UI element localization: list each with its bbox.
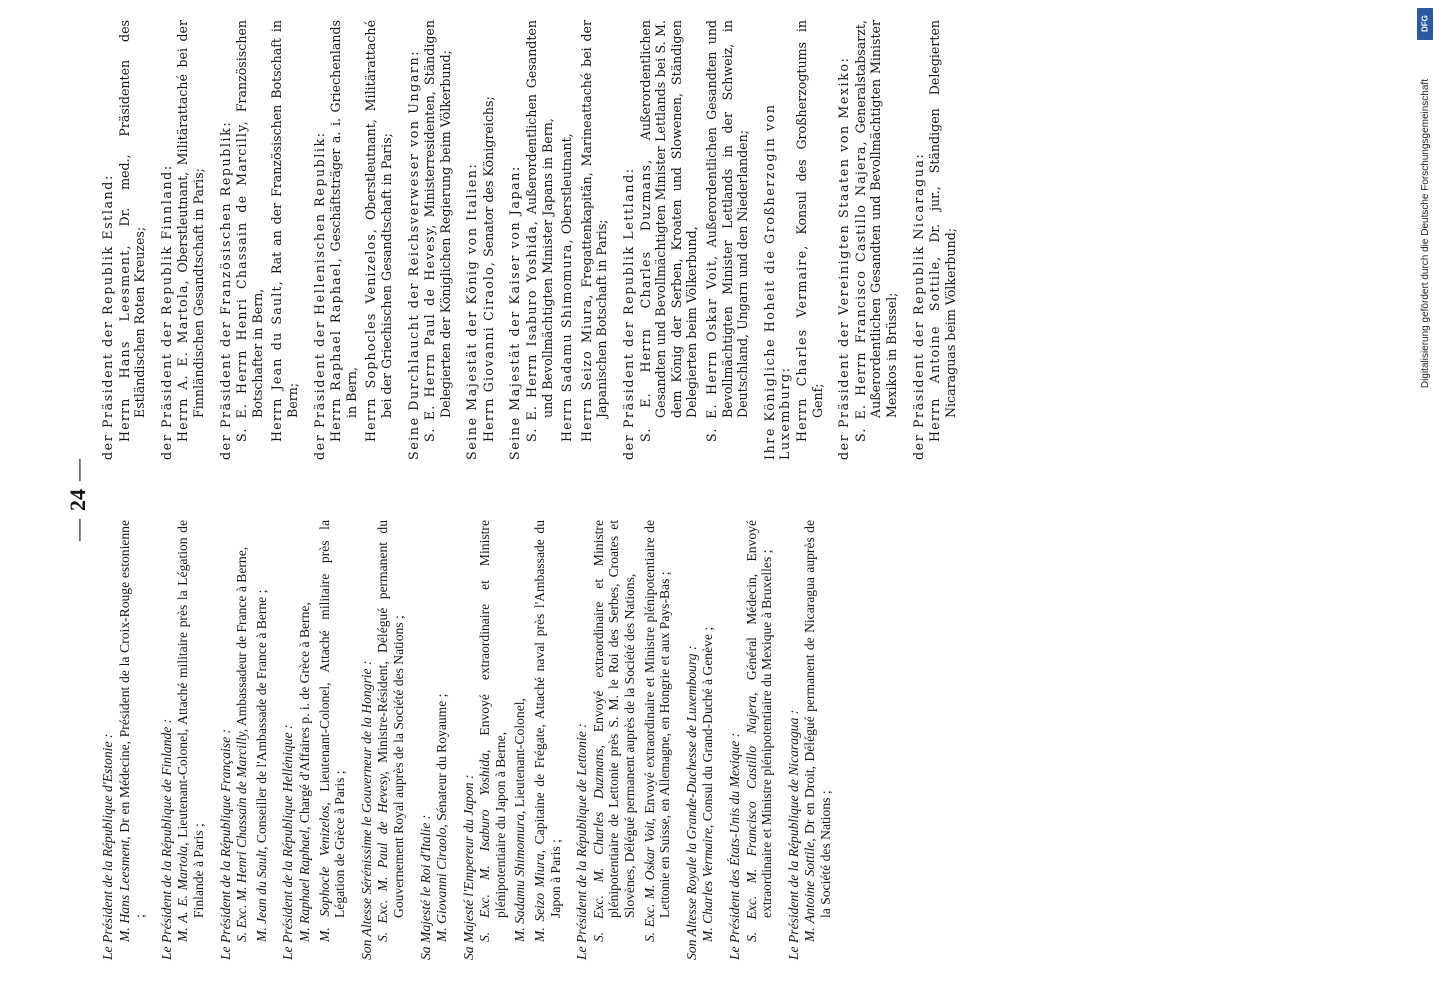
german-delegate-name: Herrn Giovanni Ciraolo, [480, 260, 496, 442]
french-delegate-title: Capitaine de Frégate, Attaché naval près l'Ambassade du Japon à Paris ; [532, 520, 563, 918]
german-delegate-title: Dr. med., Präsidenten des Estländischen Roten Kreuzes; [116, 19, 148, 418]
german-delegate-name: S. E. Herrn Henri Chassain de Marcilly, [234, 120, 250, 442]
french-delegate [317, 520, 348, 960]
german-entry [911, 20, 959, 460]
german-delegate-name: Herrn Seizo Miura, [578, 293, 594, 442]
german-delegate [481, 20, 497, 460]
french-entry-heading: Sa Majesté le Roi d'Italie : [417, 814, 433, 960]
french-delegate [254, 520, 270, 960]
german-delegate-name: S. E. Herrn Oskar Voit, [704, 254, 719, 442]
french-delegate [512, 520, 528, 960]
german-entry [100, 20, 148, 460]
french-entry [727, 520, 775, 960]
german-delegate-title: Oberstleutnant, Militärattaché bei der Finnländischen Gesandtschaft in Paris; [175, 20, 206, 418]
german-delegate-title: Generalstabsarzt, Außerordentlichen Gesandten und Bevollmächtigten Minister Mexikos in Brüssel; [852, 20, 899, 418]
french-delegate-title: Lieutenant-Colonel, Attaché militaire près la Légation de Finlande à Paris ; [175, 520, 206, 918]
german-delegate-title: Französischen Botschafter in Bern, [234, 20, 265, 418]
german-delegate-title: Geschäftsträger a. i. Griechenlands in Bern, [328, 20, 359, 418]
german-delegate-title: Senator des Königreichs; [480, 96, 496, 261]
french-delegate-name: S. Exc. M. Oskar Voit, [641, 818, 657, 942]
digitization-note: Digitalisierung gefördert durch die Deutsche Forschungsgemeinschaft [1419, 78, 1431, 388]
french-delegate-title: Sénateur du Royaume ; [434, 693, 450, 825]
german-delegate [363, 20, 394, 460]
german-entry-heading: der Präsident der Republik Finnland: [158, 164, 174, 460]
french-delegate [802, 520, 833, 960]
german-entry-heading: der Präsident der Französischen Republik: [217, 120, 233, 460]
french-delegate-title: Lieutenant-Colonel, Attaché militaire près la Légation de Grèce à Paris ; [316, 520, 348, 918]
french-delegate [175, 520, 206, 960]
german-delegate-name: Herrn Antoine Sottile, [927, 255, 943, 442]
french-delegate-title: Dr en Droit, Délégué permanent de Nicaragua auprès de la Société des Nations ; [802, 520, 833, 918]
german-delegate [638, 20, 700, 460]
french-entry-heading: Le Président des États-Unis du Mexique : [727, 732, 742, 960]
french-delegate-name: M. Charles Vermaire, [700, 824, 716, 942]
french-entry-heading: Sa Majesté l'Empereur du Japon : [460, 774, 476, 960]
german-delegate-name: S. E. Herrn Francisco Castillo Najera, [852, 140, 868, 442]
french-delegate-name: M. Jean du Sault, [253, 846, 269, 942]
french-delegate-name: M. Raphael Raphael, [296, 826, 312, 942]
french-delegate-name: S. Exc. M. Francisco Castillo Najera, [743, 692, 759, 942]
german-delegate-title: Dr. jur., Ständigen Delegierten Nicaraguas beim Völkerbund; [927, 19, 958, 418]
german-entry-heading: der Präsident der Republik Lettland: [621, 167, 637, 460]
french-entry [359, 520, 407, 960]
german-entry-heading: Seine Majestät der König von Italien: [464, 162, 480, 460]
german-delegate-title: Oberstleutnant, Militärattaché bei der Griechischen Gesandtschaft in Paris; [363, 20, 394, 418]
french-delegate-title: Consul du Grand-Duché à Genève ; [700, 626, 716, 825]
french-entry-heading: Le Président de la République de Lettonie : [574, 723, 590, 960]
german-entry [159, 20, 207, 460]
page-number: — 24 — [58, 445, 98, 555]
french-delegate-name: M. Giovanni Ciraolo, [434, 824, 450, 942]
german-entry-heading: Ihre Königliche Hoheit die Großherzogin von Luxemburg: [761, 103, 793, 460]
german-delegate [704, 20, 751, 460]
french-delegate-name: S. Exc. M. Paul de Hevesy, [375, 771, 391, 942]
german-entry [507, 20, 610, 460]
german-delegate-name: S. E. Herrn Isaburo Yoshida, [524, 219, 540, 442]
french-delegate [477, 520, 508, 960]
german-delegate [794, 20, 825, 460]
french-delegate-title: Envoyé extraordinaire et Ministre plénipotentiaire de Lettonie près S. M. le Roi des Serbes, Croates et Slovènes, Délégué permanent auprès de la Société des Nations, [590, 520, 638, 918]
german-entry-heading: der Präsident der Vereinigten Staaten von Mexiko: [836, 56, 852, 460]
french-delegate [642, 520, 673, 960]
german-delegate [422, 20, 453, 460]
french-delegate-name: M. Hans Leesment, [116, 836, 132, 942]
german-entry [836, 20, 899, 460]
german-delegate [269, 20, 300, 460]
german-entry [218, 20, 301, 460]
french-delegate-title: Chargé d'Affaires p. i. de Grèce à Berne, [296, 602, 312, 827]
german-entry-heading: der Präsident der Republik Nicaragua: [910, 152, 926, 460]
german-entry [312, 20, 395, 460]
french-column [100, 520, 845, 960]
german-delegate [175, 20, 206, 460]
german-delegate-title: Fregattenkapitän, Marineattaché bei der Japanischen Botschaft in Paris; [578, 20, 610, 418]
side-note [1416, 8, 1434, 388]
french-delegate [532, 520, 563, 960]
dfg-logo: DFG [1417, 8, 1433, 40]
german-delegate-title: Außerordentlichen Gesandten und Bevollmächtigten Minister Lettlands bei S. M. dem König der Serben, Kroaten und Slowenen, Ständigen Delegierten beim Völkerbund, [637, 19, 700, 418]
german-delegate-title: Oberstleutnant, [559, 133, 575, 239]
german-delegate-name: S. E. Herrn Charles Duzmans, [637, 158, 653, 442]
french-entry [159, 520, 207, 960]
french-delegate [234, 520, 250, 960]
german-delegate [117, 20, 148, 460]
french-entry-heading: Son Altesse Royale la Grande-Duchesse de Luxembourg : [683, 645, 699, 960]
french-delegate-title: Envoyé extraordinaire et Ministre plénipotentiaire de Lettonie en Suisse, en Allemagne, en Hongrie et aux Pays-Bas ; [641, 520, 673, 918]
french-delegate-name: M. Antoine Sottile, [802, 838, 818, 942]
german-delegate-name: S. E. Herrn Paul de Hevesy, [422, 223, 438, 442]
french-delegate-title: Général Médecin, Envoyé extraordinaire et Ministre plénipotentiaire du Mexique à Bruxelles ; [743, 519, 775, 918]
french-entry [100, 520, 148, 960]
french-entry [684, 520, 716, 960]
french-delegate [591, 520, 638, 960]
french-delegate [375, 520, 406, 960]
french-delegate-name: M. Sophocle Venizelos, [316, 802, 332, 942]
french-delegate-name: M. Sadamu Shimomura, [512, 810, 528, 942]
german-delegate-title: Außerordentlichen Gesandten und Bevollmächtigten Minister Japans in Bern, [524, 20, 555, 418]
german-delegate-name: Herrn A. E. Martola, [175, 279, 191, 442]
french-entry [786, 520, 834, 960]
french-entry-heading: Le Président de la République Hellénique : [280, 724, 296, 960]
french-delegate-name: S. Exc. M. Charles Duzmans, [590, 744, 606, 942]
french-entry-heading: Son Altesse Sérénissime le Gouverneur de la Hongrie : [358, 660, 374, 960]
french-entry-heading: Le Président de la République d'Estonie : [100, 733, 115, 960]
german-entry-heading: der Präsident der Hellenischen Republik: [311, 131, 327, 460]
german-entry [762, 20, 825, 460]
german-entry [464, 20, 496, 460]
german-delegate [328, 20, 359, 460]
german-delegate [524, 20, 555, 460]
french-entry [574, 520, 673, 960]
german-delegate-name: Herrn Sadamu Shimomura, [559, 238, 575, 442]
french-delegate-title: Ambassadeur de France à Berne, [234, 546, 250, 729]
german-delegate [853, 20, 900, 460]
german-delegate-name: Herrn Jean du Sault, [269, 280, 285, 442]
french-delegate-title: Dr en Médecine, Président de la Croix-Rouge estonienne ; [116, 519, 148, 918]
french-entry-heading: Le Président de la République de Finlande : [158, 718, 174, 960]
french-delegate-name: S. Exc. M. Isaburo Yoshida, [477, 749, 493, 942]
german-entry [406, 20, 454, 460]
german-delegate-title: Ministerresidenten, Ständigen Delegierten der Königlichen Regierung beim Völkerbund; [422, 20, 453, 418]
french-delegate [117, 520, 148, 960]
german-delegate-name: Herrn Charles Vermaire, [793, 244, 809, 442]
french-entry [218, 520, 270, 960]
french-delegate-title: Lieutenant-Colonel, [512, 698, 528, 811]
german-delegate-name: Herrn Raphael Raphael, [328, 257, 344, 442]
french-delegate [297, 520, 313, 960]
french-delegate [744, 520, 775, 960]
french-delegate [434, 520, 450, 960]
french-entry-heading: Le Président de la République Française : [217, 728, 233, 960]
french-delegate-title: Ministre-Résident, Délégué permanent du Gouvernement Royal auprès de la Société des Nations ; [375, 519, 406, 918]
german-delegate-name: Herrn Hans Leesment, [116, 244, 132, 442]
german-column [100, 20, 969, 460]
french-delegate-name: M. Seizo Miura, [532, 849, 548, 942]
german-entry [621, 20, 751, 460]
french-entry [418, 520, 450, 960]
french-delegate-title: Conseiller de l'Ambassade de France à Berne ; [253, 589, 269, 847]
german-delegate [927, 20, 958, 460]
german-delegate-title: Konsul des Großherzogtums in Genf; [793, 20, 825, 418]
french-entry [280, 520, 347, 960]
french-delegate-name: M. A. E. Martola, [175, 842, 191, 942]
german-delegate [234, 20, 265, 460]
french-delegate-name: S. Exc. M. Henri Chassain de Marcilly, [234, 728, 250, 942]
german-entry-heading: Seine Durchlaucht der Reichsverweser von Ungarn: [405, 49, 421, 460]
german-delegate [559, 20, 575, 460]
french-delegate [700, 520, 716, 960]
german-delegate-name: Herrn Sophocles Venizelos, [363, 227, 379, 442]
german-delegate-title: Rat an der Französischen Botschaft in Bern; [269, 20, 300, 418]
french-entry-heading: Le Président de la République de Nicaragua : [785, 709, 801, 960]
french-entry [461, 520, 564, 960]
french-delegate-title: Envoyé extraordinaire et Ministre plénipotentiaire du Japon à Berne, [477, 520, 508, 918]
german-delegate-title: Außerordentlichen Gesandten und Bevollmächtigten Minister Lettlands in der Schweiz, in Deutschland, Ungarn und den Niederlanden; [704, 20, 751, 418]
german-delegate [579, 20, 610, 460]
german-entry-heading: Seine Majestät der Kaiser von Japan: [507, 165, 523, 460]
german-entry-heading: der Präsident der Republik Estland: [100, 174, 115, 460]
